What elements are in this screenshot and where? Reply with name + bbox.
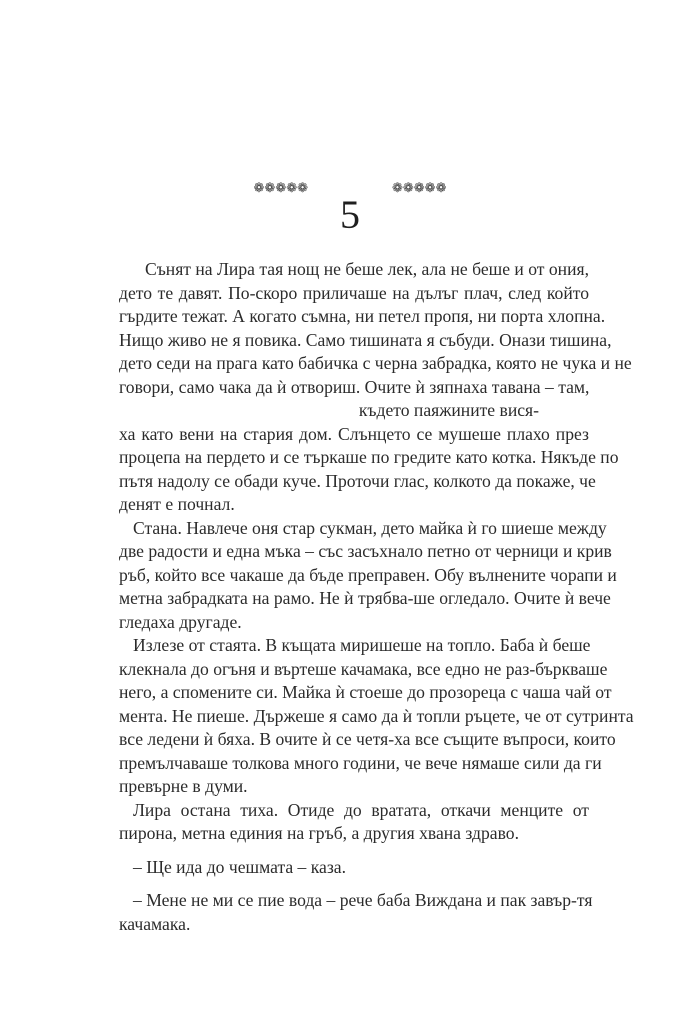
text-line: Лира остана тиха. Отиде до вратата, откачи менците от (133, 799, 589, 820)
text-line: Нищо живо не я повика. Само тишината я събуди. Онази тишина, (119, 329, 612, 350)
text-line: Стана. Навлече оня стар сукман, дето майка ѝ го шиеше между (133, 517, 607, 538)
text-line: дето седи на прага като бабичка с черна забрадка, която не чука и не (119, 353, 632, 373)
chapter-number: 5 (340, 192, 360, 237)
text-line: дето те давят. По-скоро приличаше на дълъг плач, след който (119, 282, 589, 303)
text-line: клекнала до огъня и въртеше качамака, все едно не раз-бъркваше (119, 658, 608, 679)
text-line: гледаха другаде. (119, 611, 242, 632)
text-line: качамака. (119, 913, 191, 934)
text-line: ръб, който все чакаше да бъде преправен. Обу вълнените чорапи и (119, 564, 617, 585)
ornament-right-icon: ❁❁❁❁❁ (392, 180, 447, 195)
text-line: гърдите тежат. А когато съмна, ни петел пропя, ни порта хлопна. (119, 306, 606, 326)
text-line: денят е почнал. (119, 494, 235, 514)
dialogue-line: – Ще ида до чешмата – каза. (133, 856, 346, 877)
text-line: все ледени ѝ бяха. В очите ѝ се четя-ха все същите въпроси, които (119, 729, 616, 749)
text-line: пътя надолу се обади куче. Проточи глас, колкото да покаже, че (119, 470, 596, 491)
text-line: процепа на пердето и се търкаше по гредите като котка. Някъде по (119, 447, 619, 467)
text-line: мента. Не пиеше. Държеше я само да ѝ топли ръцете, че от сутринта (119, 705, 634, 726)
text-line: където паяжините вися- (358, 400, 539, 420)
text-line: превърне в думи. (119, 776, 248, 796)
text-line: две радости и една мъка – със засъхнало петно от черници и крив (119, 541, 612, 561)
text-line: премълчаваше толкова много години, че вече нямаше сили да ги (119, 752, 602, 773)
text-line: Сънят на Лира тая нощ не беше лек, ала не беше и от ония, (144, 259, 589, 279)
text-line: пирона, метна единия на гръб, а другия хвана здраво. (119, 823, 519, 843)
text-line: ха като вени на стария дом. Слънцето се мушеше плахо през (119, 423, 589, 444)
text-line: него, а спомените си. Майка ѝ стоеше до прозореца с чаша чай от (119, 682, 612, 702)
text-line: говори, само чака да ѝ отвориш. Очите ѝ зяпнаха тавана – там, (119, 376, 590, 397)
text-line: метна забрадката на рамо. Не ѝ трябва-ше огледало. Очите ѝ вече (119, 588, 611, 608)
ornament-left-icon: ❁❁❁❁❁ (253, 180, 308, 195)
text-line: Излезе от стаята. В къщата миришеше на топло. Баба ѝ беше (133, 635, 591, 655)
dialogue-line: – Мене не ми се пие вода – рече баба Виждана и пак завър-тя (133, 890, 593, 910)
chapter-text (119, 258, 634, 936)
